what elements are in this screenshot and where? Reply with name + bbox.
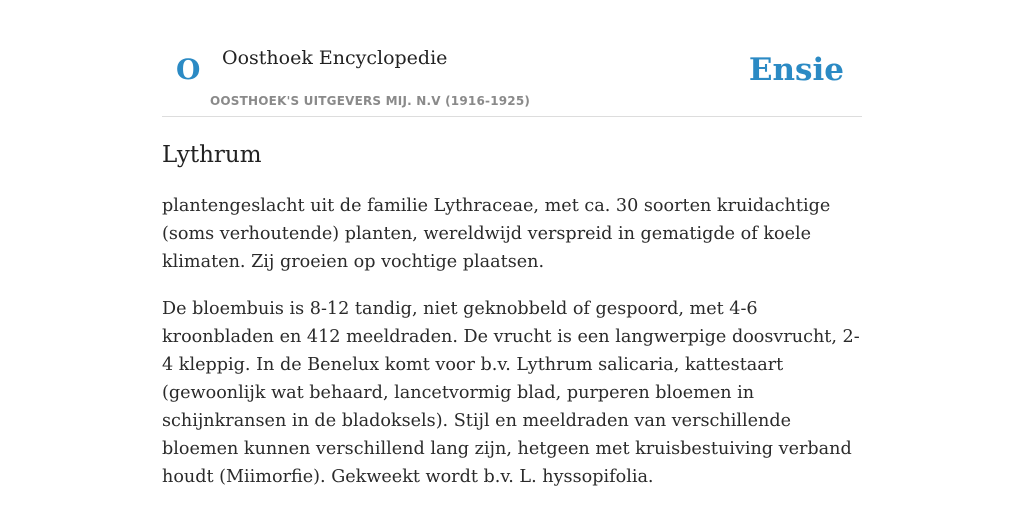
site-header (162, 0, 862, 117)
article-body (162, 192, 862, 510)
encyclopedia-name-link[interactable]: Oosthoek Encyclopedie (222, 47, 448, 69)
article-paragraph: plantengeslacht uit de familie Lythraceae, met ca. 30 soorten kruidachtige (soms verhoutende) planten, wereldwijd verspreid in gematigde of koele klimaten. Zij groeien op vochtige plaatsen. (162, 196, 831, 272)
article-paragraph: De bloembuis is 8-12 tandig, niet geknobbeld of gespoord, met 4-6 kroonbladen en 412 meeldraden. De vrucht is een langwerpige doosvrucht, 2-4 kleppig. In de Benelux komt voor b.v. Lythrum salicaria, kattestaart (gewoonlijk wat behaard, lancetvormig blad, purperen bloemen in schijnkransen in de bladoksels). Stijl en meeldraden van verschillende bloemen kunnen verschillend lang zijn, hetgeen met kruisbestuiving verband houdt (Miimorfie). Gekweekt wordt b.v. L. hyssopifolia. (162, 299, 860, 487)
article-title: Lythrum (162, 142, 262, 168)
publisher-label: OOSTHOEK'S UITGEVERS MIJ. N.V (1916-1925) (210, 94, 531, 108)
encyclopedia-logo[interactable]: O (176, 53, 201, 86)
ensie-brand-link[interactable]: Ensie (748, 52, 844, 88)
